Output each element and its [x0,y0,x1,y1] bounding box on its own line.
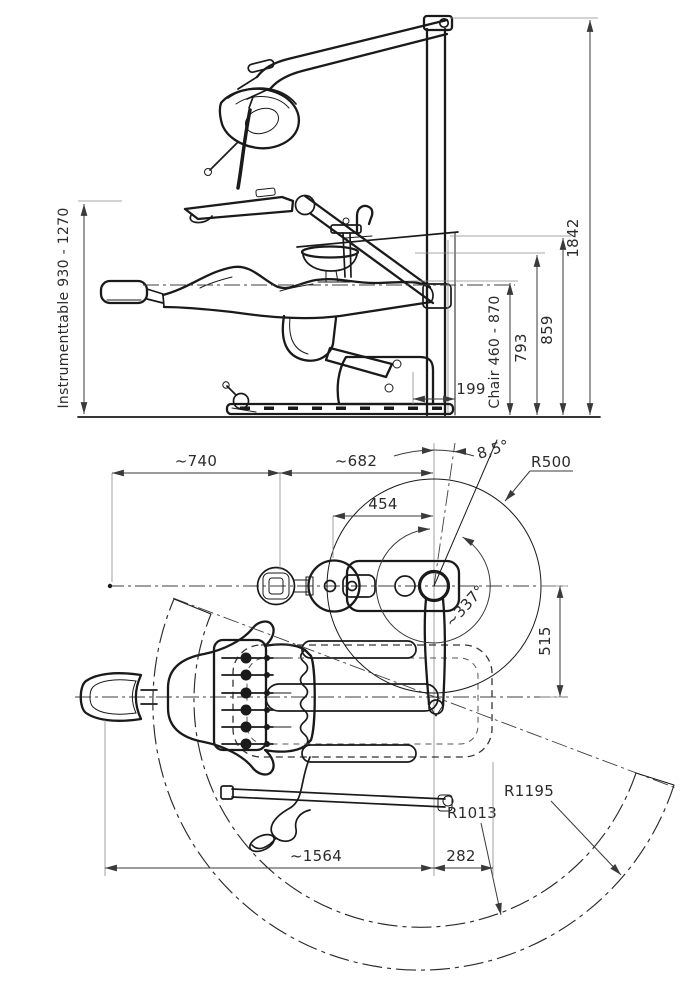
dim-instrument-table-label: Instrumenttable 930 - 1270 [56,207,72,409]
dim-angle-8-5-label: 8,5° [474,436,512,463]
dim-r1195-label: R1195 [504,782,555,800]
dim-1564-label: ~1564 [289,847,343,865]
dim-angle-337-label: ~337° [441,581,489,631]
dim-793-label: 793 [512,333,530,363]
dim-r500-label: R500 [531,453,572,471]
dim-282-label: 282 [446,847,476,865]
dim-682-label: ~682 [334,452,378,470]
dim-859-label: 859 [538,315,556,345]
dim-454-label: 454 [368,495,398,513]
dim-199-label: 199 [456,380,486,398]
dim-1842-label: 1842 [564,218,582,258]
dim-r1013-label: R1013 [447,804,498,822]
base-treads [240,407,442,411]
dim-chair-range-label: Chair 460 - 870 [487,295,503,409]
dim-515-label: 515 [536,626,554,656]
dim-740-label: ~740 [174,452,218,470]
